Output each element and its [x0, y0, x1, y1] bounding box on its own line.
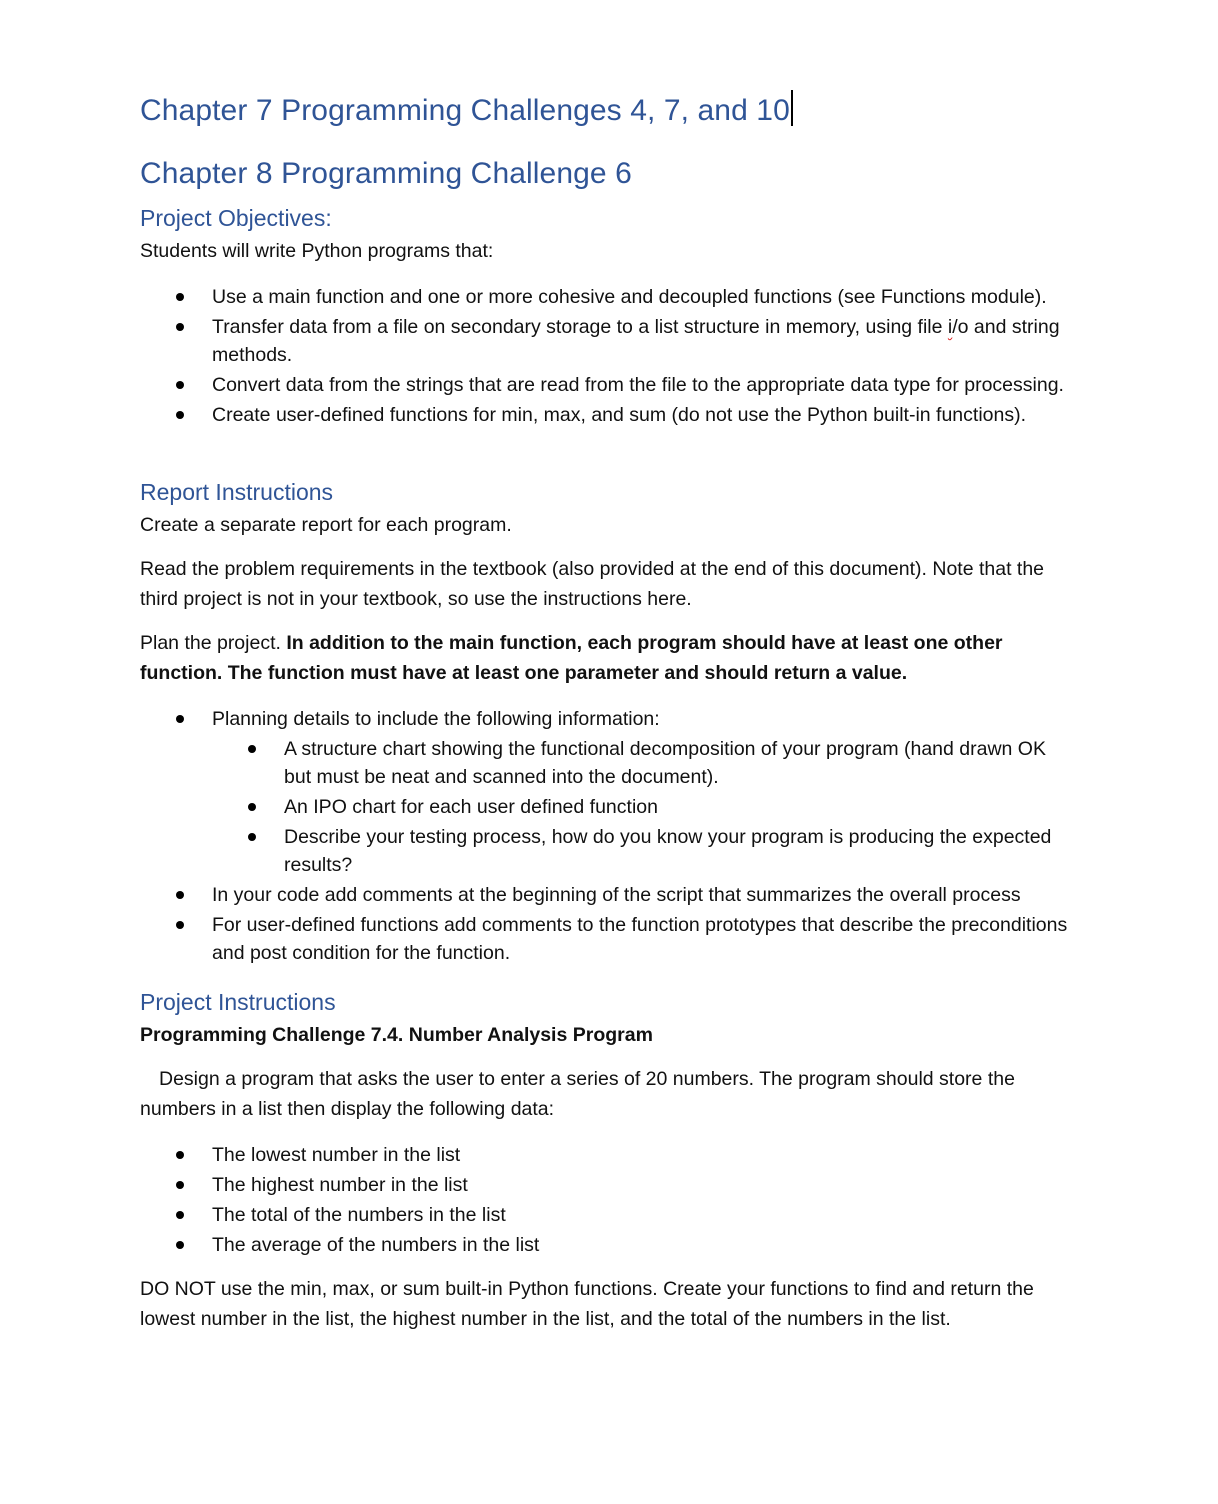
report-para-3: Plan the project. In addition to the main function, each program should have at least one other function. The function must have at least one parameter and should return a value. [140, 632, 1003, 684]
chapter-8-heading: Chapter 8 Programming Challenge 6 [140, 157, 632, 190]
bullet-icon [248, 803, 256, 811]
bullet-icon [176, 323, 184, 331]
report-list [212, 705, 1082, 969]
chapter-7-heading-text: Chapter 7 Programming Challenges 4, 7, and 10 [140, 94, 790, 127]
challenge-description: Design a program that asks the user to enter a series of 20 numbers. The program should store the numbers in a list then display the following data: [140, 1068, 1015, 1120]
list-item: The highest number in the list [212, 1171, 1082, 1199]
challenge-title: Programming Challenge 7.4. Number Analysis Program [140, 1024, 653, 1046]
list-item: The lowest number in the list [212, 1141, 1082, 1169]
list-item: Create user-defined functions for min, max, and sum (do not use the Python built-in functions). [212, 401, 1082, 429]
objectives-heading: Project Objectives: [140, 205, 332, 231]
spelling-flag[interactable]: i [947, 316, 953, 338]
project-list [212, 1141, 1082, 1261]
project-heading: Project Instructions [140, 989, 336, 1015]
bullet-icon [248, 745, 256, 753]
list-item: Planning details to include the following information: A structure chart showing the functional decomposition of your program (hand drawn OK but must be neat and scanned into the document). An IPO chart for each user defined function Describe your testing process, how do you know your program is producing the expected results? [212, 705, 1082, 879]
list-item: In your code add comments at the beginning of the script that summarizes the overall process [212, 881, 1082, 909]
bullet-icon [176, 1151, 184, 1159]
bullet-icon [248, 833, 256, 841]
chapter-7-heading[interactable] [140, 90, 793, 128]
list-item: A structure chart showing the functional decomposition of your program (hand drawn OK but must be neat and scanned into the document). [284, 735, 1054, 791]
list-item: An IPO chart for each user defined function [284, 793, 1054, 821]
bullet-icon [176, 411, 184, 419]
bullet-icon [176, 293, 184, 301]
list-item: Describe your testing process, how do you know your program is producing the expected results? [284, 823, 1054, 879]
report-sublist [284, 735, 1054, 879]
list-item: Transfer data from a file on secondary storage to a list structure in memory, using file i/o and string methods. [212, 313, 1082, 369]
list-item: Convert data from the strings that are read from the file to the appropriate data type for processing. [212, 371, 1082, 399]
bullet-icon [176, 1241, 184, 1249]
objectives-intro: Students will write Python programs that: [140, 240, 494, 262]
list-item: The average of the numbers in the list [212, 1231, 1082, 1259]
bullet-icon [176, 381, 184, 389]
report-para-1: Create a separate report for each program. [140, 514, 512, 536]
report-para-2: Read the problem requirements in the textbook (also provided at the end of this document). Note that the third project is not in your textbook, so use the instructions here. [140, 558, 1045, 610]
objectives-list [212, 283, 1082, 431]
bullet-icon [176, 715, 184, 723]
bullet-icon [176, 921, 184, 929]
bullet-icon [176, 1211, 184, 1219]
bullet-icon [176, 1181, 184, 1189]
report-heading: Report Instructions [140, 479, 334, 505]
list-item: The total of the numbers in the list [212, 1201, 1082, 1229]
bullet-icon [176, 891, 184, 899]
list-item: For user-defined functions add comments to the function prototypes that describe the preconditions and post condition for the function. [212, 911, 1082, 967]
text-cursor [791, 90, 793, 126]
project-note: DO NOT use the min, max, or sum built-in Python functions. Create your functions to find and return the lowest number in the list, the highest number in the list, and the total of the numbers in the list. [140, 1278, 1034, 1330]
list-item: Use a main function and one or more cohesive and decoupled functions (see Functions module). [212, 283, 1082, 311]
